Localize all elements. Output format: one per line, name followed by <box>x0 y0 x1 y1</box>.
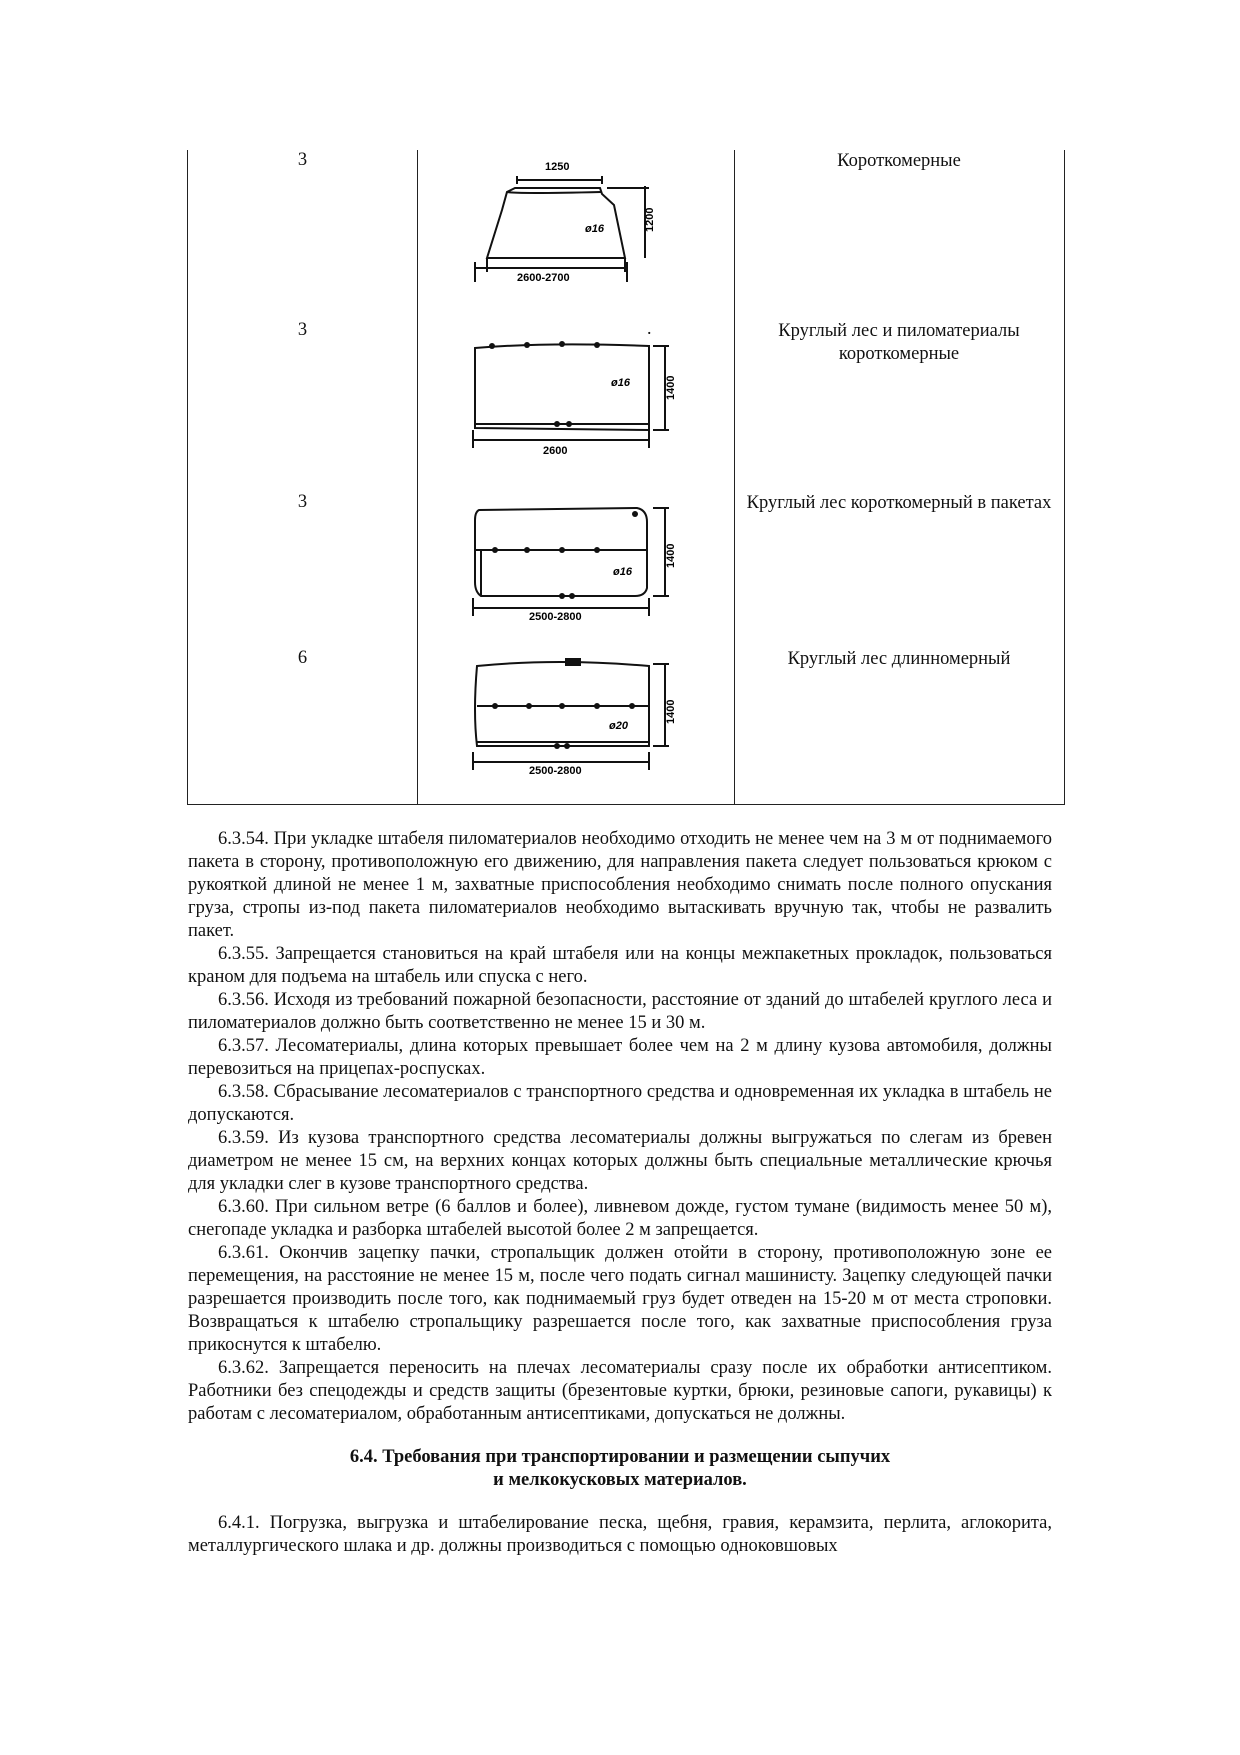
sling-table <box>187 150 1065 805</box>
section-heading-line2: и мелкокусковых материалов. <box>493 1470 747 1490</box>
height-label: 1400 <box>665 699 677 724</box>
diameter-label: ø16 <box>613 566 632 578</box>
sling-diagram-package <box>417 492 734 622</box>
sling-diagram-rect <box>417 328 734 458</box>
paragraph: 6.3.55. Запрещается становиться на край штабеля или на концы межпакетных прокладок, пользоваться краном для подъема на штабель или спуска с него. <box>188 944 1052 987</box>
paragraph: 6.3.62. Запрещается переносить на плечах лесоматериалы сразу после их обработки антисептиком. Работники без спецодежды и средств защиты (брезентовые куртки, брюки, резиновые сапоги, рукавицы) к работам с лесоматериалом, обработанным антисептиками, допускаться не должны. <box>188 1358 1052 1424</box>
paragraph: 6.3.59. Из кузова транспортного средства лесоматериалы должны выгружаться по слегам из бревен диаметром не менее 15 см, на верхних концах которых должны быть специальные металлические крючья для укладки слег в кузове транспортного средства. <box>188 1128 1052 1194</box>
row-description: Круглый лес и пиломатериалы короткомерные <box>778 321 1020 364</box>
table-divider <box>734 150 735 804</box>
height-label: 1400 <box>665 375 677 400</box>
row-number: 3 <box>297 320 308 340</box>
paragraph: 6.3.61. Окончив зацепку пачки, стропальщик должен отойти в сторону, противоположную зоне ее перемещения, на расстояние не менее 15 м, после чего подать сигнал машинисту. Зацепку следующей пачки разрешается производить после того, как поднимаемый груз будет отведен на 15-20 м от места строповки. Возвращаться к штабелю стропальщику разрешается после того, как захватные приспособления груза прикоснутся к штабелю. <box>188 1243 1052 1355</box>
paragraph: 6.3.54. При укладке штабеля пиломатериалов необходимо отходить не менее чем на 3 м от поднимаемого пакета в сторону, противоположную его движению, для направления пакета следует пользоваться крюком с рукояткой длиной не менее 1 м, захватные приспособления необходимо снимать после полного опускания груза, стропы из-под пакета пиломатериалов необходимо вытаскивать вручную так, чтобы не развалить пакет. <box>188 829 1052 941</box>
bottom-width-label: 2500-2800 <box>529 611 582 622</box>
height-label: 1200 <box>644 207 656 232</box>
diameter-label: ø16 <box>585 223 604 235</box>
paragraph: 6.3.60. При сильном ветре (6 баллов и более), ливневом дожде, густом тумане (видимость менее 50 м), снегопаде укладка и разборка штабелей высотой более 2 м запрещается. <box>188 1197 1052 1240</box>
top-width-label: 1250 <box>545 161 570 173</box>
row-number: 3 <box>297 492 308 512</box>
diameter-label: ø20 <box>609 720 628 732</box>
bottom-width-label: 2500-2800 <box>529 765 582 777</box>
sling-diagram-long <box>417 652 734 782</box>
bottom-width-label: 2600-2700 <box>517 272 570 284</box>
section-heading <box>188 1446 1052 1492</box>
row-description: Круглый лес короткомерный в пакетах <box>746 493 1052 513</box>
paragraph: 6.3.58. Сбрасывание лесоматериалов с транспортного средства и одновременная их укладка в штабель не допускаются. <box>188 1082 1052 1125</box>
paragraph: 6.3.57. Лесоматериалы, длина которых превышает более чем на 2 м длину кузова автомобиля, должны перевозиться на прицепах-роспусках. <box>188 1036 1052 1079</box>
row-description: Круглый лес длинномерный <box>787 649 1011 669</box>
diameter-label: ø16 <box>611 377 630 389</box>
paragraph: 6.3.56. Исходя из требований пожарной безопасности, расстояние от зданий до штабелей круглого леса и пиломатериалов должно быть соответственно не менее 15 и 30 м. <box>188 990 1052 1033</box>
row-description: Короткомерные <box>837 151 961 171</box>
row-number: 3 <box>297 150 308 170</box>
sling-diagram-trapezoid <box>417 150 734 300</box>
stray-mark: . <box>647 318 652 338</box>
bottom-width-label: 2600 <box>543 445 568 457</box>
section-heading-line1: 6.4. Требования при транспортировании и размещении сыпучих <box>349 1447 891 1467</box>
height-label: 1400 <box>665 543 677 568</box>
row-number: 6 <box>297 648 308 668</box>
paragraph: 6.4.1. Погрузка, выгрузка и штабелирование песка, щебня, гравия, керамзита, перлита, аглокорита, металлургического шлака и др. должны производиться с помощью одноковшовых <box>188 1513 1052 1556</box>
document-body <box>188 828 1052 1558</box>
